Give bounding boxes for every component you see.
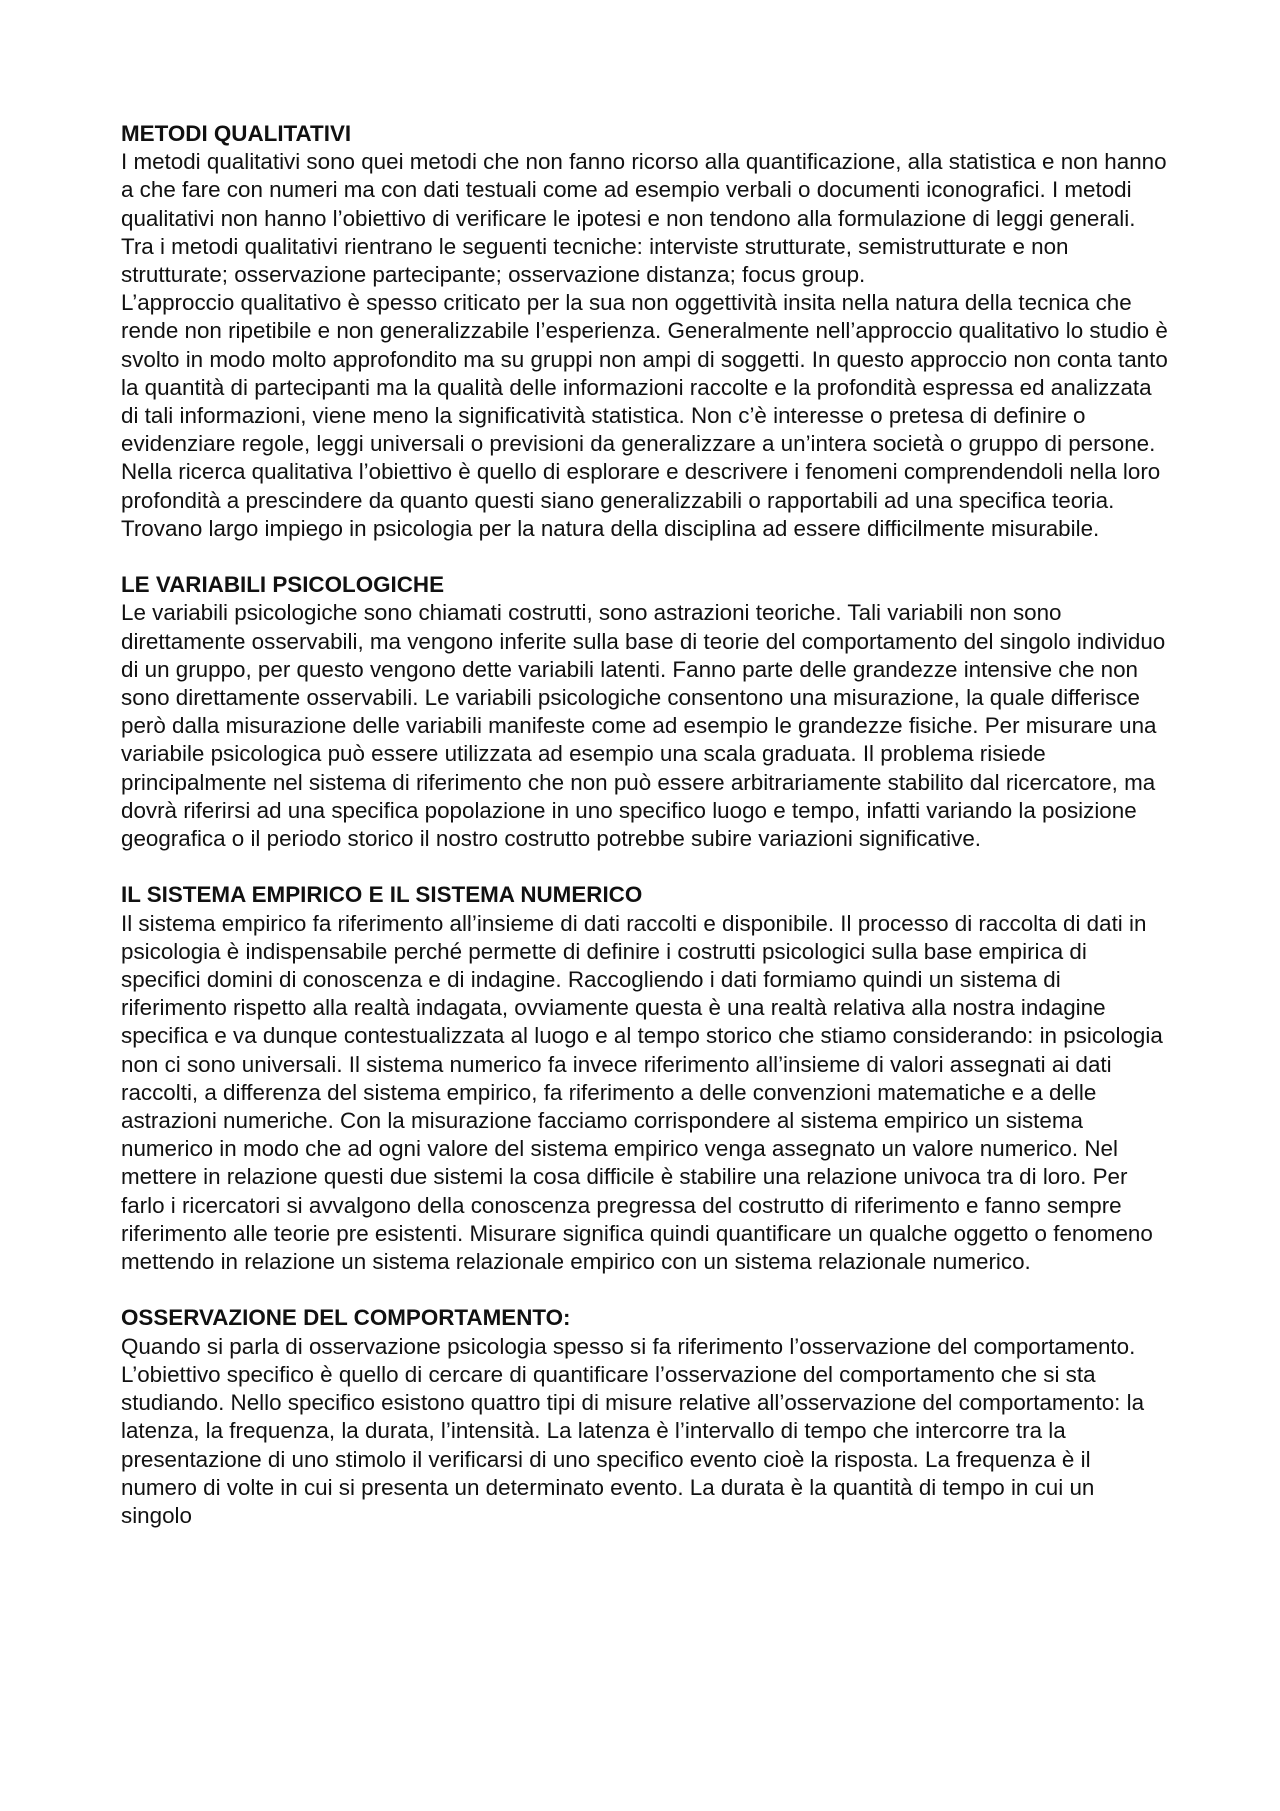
section-metodi-qualitativi xyxy=(121,120,1171,543)
document-page xyxy=(121,120,1171,1530)
section-sistema-empirico-numerico xyxy=(121,881,1171,1276)
paragraph: I metodi qualitativi sono quei metodi che non fanno ricorso alla quantificazione, alla statistica e non hanno a che fare con numeri ma con dati testuali come ad esempio verbali o documenti iconografici. I metodi qualitativi non hanno l’obiettivo di verificare le ipotesi e non tendono alla formulazione di leggi generali. Tra i metodi qualitativi rientrano le seguenti tecniche: interviste strutturate, semistrutturate e non strutturate; osservazione partecipante; osservazione distanza; focus group. xyxy=(121,149,1167,288)
section-heading: LE VARIABILI PSICOLOGICHE xyxy=(121,572,445,598)
section-heading: METODI QUALITATIVI xyxy=(121,121,352,146)
paragraph: L’approccio qualitativo è spesso criticato per la sua non oggettività insita nella natura della tecnica che rende non ripetibile e non generalizzabile l’esperienza. Generalmente nell’approccio qualitativo lo studio è svolto in modo molto approfondito ma su gruppi non ampi di soggetti. In questo approccio non conta tanto la quantità di partecipanti ma la qualità delle informazioni raccolte e la profondità espressa ed analizzata di tali informazioni, viene meno la significatività statistica. Non c’è interesse o pretesa di definire o evidenziare regole, leggi universali o previsioni da generalizzare a un’intera società o gruppo di persone. Nella ricerca qualitativa l’obiettivo è quello di esplorare e descrivere i fenomeni comprendendoli nella loro profondità a prescindere da quanto questi siano generalizzabili o rapportabili ad una specifica teoria. Trovano largo impiego in psicologia per la natura della disciplina ad essere difficilmente misurabile. xyxy=(121,290,1168,541)
section-heading: IL SISTEMA EMPIRICO E IL SISTEMA NUMERICO xyxy=(121,882,643,908)
section-variabili-psicologiche xyxy=(121,571,1171,853)
section-heading: OSSERVAZIONE DEL COMPORTAMENTO: xyxy=(121,1305,571,1331)
paragraph: Il sistema empirico fa riferimento all’insieme di dati raccolti e disponibile. Il processo di raccolta di dati in psicologia è indispensabile perché permette di definire i costrutti psicologici sulla base empirica di specifici domini di conoscenza e di indagine. Raccogliendo i dati formiamo quindi un sistema di riferimento rispetto alla realtà indagata, ovviamente questa è una realtà relativa alla nostra indagine specifica e va dunque contestualizzata al luogo e al tempo storico che stiamo considerando: in psicologia non ci sono universali. Il sistema numerico fa invece riferimento all’insieme di valori assegnati ai dati raccolti, a differenza del sistema empirico, fa riferimento a delle convenzioni matematiche e a delle astrazioni numeriche. Con la misurazione facciamo corrispondere al sistema empirico un sistema numerico in modo che ad ogni valore del sistema empirico venga assegnato un valore numerico. Nel mettere in relazione questi due sistemi la cosa difficile è stabilire una relazione univoca tra di loro. Per farlo i ricercatori si avvalgono della conoscenza pregressa del costrutto di riferimento e fanno sempre riferimento alle teorie pre esistenti. Misurare significa quindi quantificare un qualche oggetto o fenomeno mettendo in relazione un sistema relazionale empirico con un sistema relazionale numerico. xyxy=(121,910,1163,1275)
section-osservazione-comportamento xyxy=(121,1304,1171,1530)
paragraph: Quando si parla di osservazione psicologia spesso si fa riferimento l’osservazione del comportamento. L’obiettivo specifico è quello di cercare di quantificare l’osservazione del comportamento che si sta studiando. Nello specifico esistono quattro tipi di misure relative all’osservazione del comportamento: la latenza, la frequenza, la durata, l’intensità. La latenza è l’intervallo di tempo che intercorre tra la presentazione di uno stimolo il verificarsi di uno specifico evento cioè la risposta. La frequenza è il numero di volte in cui si presenta un determinato evento. La durata è la quantità di tempo in cui un singolo xyxy=(121,1333,1145,1528)
paragraph: Le variabili psicologiche sono chiamati costrutti, sono astrazioni teoriche. Tali variabili non sono direttamente osservabili, ma vengono inferite sulla base di teorie del comportamento del singolo individuo di un gruppo, per questo vengono dette variabili latenti. Fanno parte delle grandezze intensive che non sono direttamente osservabili. Le variabili psicologiche consentono una misurazione, la quale differisce però dalla misurazione delle variabili manifeste come ad esempio le grandezze fisiche. Per misurare una variabile psicologica può essere utilizzata ad esempio una scala graduata. Il problema risiede principalmente nel sistema di riferimento che non può essere arbitrariamente stabilito dal ricercatore, ma dovrà riferirsi ad una specifica popolazione in uno specifico luogo e tempo, infatti variando la posizione geografica o il periodo storico il nostro costrutto potrebbe subire variazioni significative. xyxy=(121,600,1166,852)
